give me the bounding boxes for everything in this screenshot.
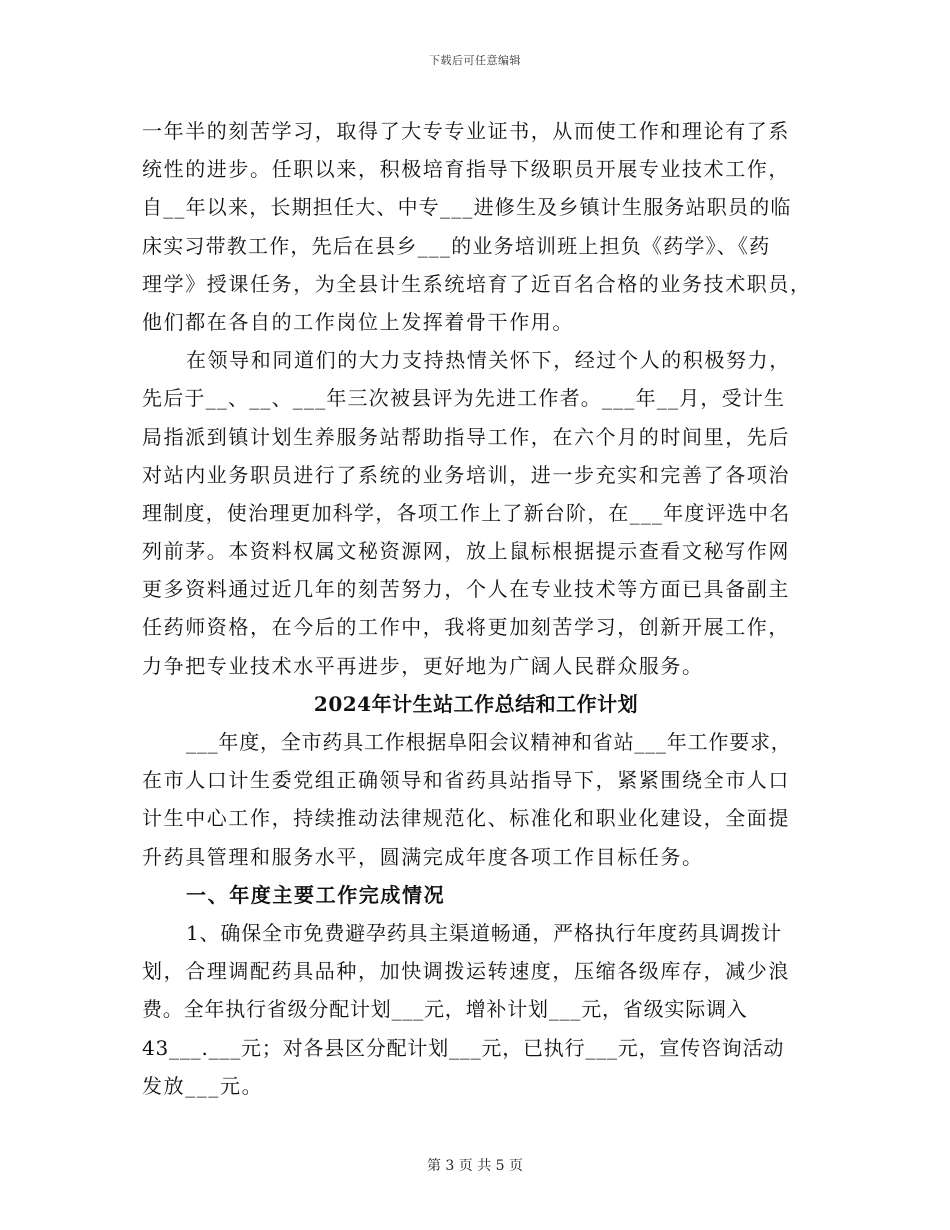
paragraph-line: 床实习带教工作，先后在县乡___的业务培训班上担负《药学》、《药 (142, 233, 771, 258)
section-title: 2024年计生站工作总结和工作计划 (313, 691, 639, 716)
document-body (142, 112, 810, 1105)
paragraph-line: 划，合理调配药具品种，加快调拨运转速度，压缩各级库存，减少浪 (142, 959, 790, 984)
paragraph-line: 列前茅。本资料权属文秘资源网，放上鼠标根据提示查看文秘写作网 (142, 539, 790, 564)
paragraph-line: 理制度，使治理更加科学，各项工作上了新台阶，在___年度评选中名 (142, 500, 791, 525)
paragraph-line: 局指派到镇计划生养服务站帮助指导工作，在六个月的时间里，先后 (142, 424, 790, 449)
paragraph-line: 自__年以来，长期担任大、中专___进修生及乡镇计生服务站职员的临 (142, 195, 792, 220)
paragraph-line: 力争把专业技术水平再进步，更好地为广阔人民群众服务。 (142, 653, 704, 678)
paragraph-line: 理学》授课任务，为全县计生系统培育了近百名合格的业务技术职员， (142, 271, 812, 296)
paragraph-line: 他们都在各自的工作岗位上发挥着骨干作用。 (142, 309, 574, 334)
paragraph-line: 计生中心工作，持续推动法律规范化、标准化和职业化建设，全面提 (142, 806, 790, 831)
header-note: 下载后可任意编辑 (429, 54, 521, 67)
paragraph-line: ___年度，全市药具工作根据阜阳会议精神和省站___年工作要求， (186, 730, 792, 754)
paragraph-line: 升药具管理和服务水平，圆满完成年度各项工作目标任务。 (142, 844, 704, 869)
page-number: 第 3 页 共 5 页 (426, 1158, 524, 1174)
section-heading: 一、年度主要工作完成情况 (186, 882, 446, 907)
paragraph-line: 1、确保全市免费避孕药具主渠道畅通，严格执行年度药具调拨计 (186, 920, 782, 945)
paragraph-line: 先后于__、__、___年三次被县评为先进工作者。___年__月，受计生 (142, 386, 786, 411)
paragraph-line: 发放___元。 (142, 1073, 264, 1098)
paragraph-line: 任药师资格，在今后的工作中，我将更加刻苦学习，创新开展工作， (142, 615, 790, 640)
paragraph-line: 在领导和同道们的大力支持热情关怀下，经过个人的积极努力， (186, 348, 791, 373)
paragraph-line: 更多资料通过近几年的刻苦努力，个人在专业技术等方面已具备副主 (142, 577, 790, 602)
paragraph-line: 对站内业务职员进行了系统的业务培训，进一步充实和完善了各项治 (142, 462, 790, 487)
paragraph-line: 一年半的刻苦学习，取得了大专专业证书，从而使工作和理论有了系 (142, 119, 790, 143)
paragraph-line: 统性的进步。任职以来，积极培育指导下级职员开展专业技术工作， (142, 157, 790, 182)
paragraph-line: 在市人口计生委党组正确领导和省药具站指导下，紧紧围绕全市人口 (142, 768, 790, 793)
paragraph-line: 43___.___元；对各县区分配计划___元，已执行___元，宣传咨询活动 (142, 1035, 785, 1060)
paragraph-line: 费。全年执行省级分配计划___元，增补计划___元，省级实际调入 (142, 997, 748, 1022)
